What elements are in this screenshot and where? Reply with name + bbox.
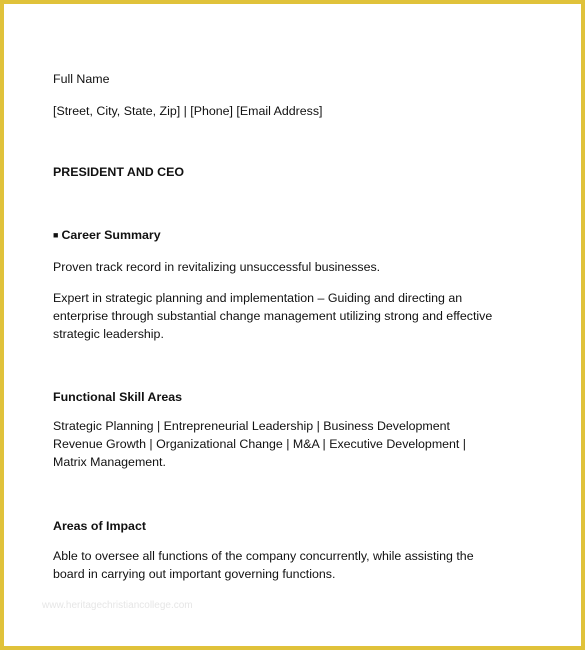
- job-title: PRESIDENT AND CEO: [53, 165, 185, 179]
- skills-heading: Functional Skill Areas: [53, 390, 182, 404]
- career-summary-heading-text: Career Summary: [61, 228, 161, 242]
- career-summary-heading: [53, 228, 161, 242]
- career-summary-paragraph-2-line-1: Expert in strategic planning and implementation – Guiding and directing an: [53, 291, 463, 305]
- career-summary-paragraph-2-line-2: enterprise through substantial change management utilizing strong and effective: [53, 309, 493, 323]
- career-summary-paragraph-2-line-3: strategic leadership.: [53, 327, 164, 341]
- contact-line: [Street, City, State, Zip] | [Phone] [Email Address]: [53, 104, 323, 118]
- watermark-text: www.heritagechristiancollege.com: [42, 600, 193, 611]
- black-square-icon: ■: [53, 230, 59, 240]
- impact-heading: Areas of Impact: [53, 519, 146, 533]
- skills-line-3: Matrix Management.: [53, 455, 166, 469]
- full-name: Full Name: [53, 72, 110, 86]
- career-summary-paragraph-1: Proven track record in revitalizing unsuccessful businesses.: [53, 260, 381, 274]
- impact-line-1: Able to oversee all functions of the company concurrently, while assisting the: [53, 549, 474, 563]
- skills-line-1: Strategic Planning | Entrepreneurial Leadership | Business Development: [53, 419, 450, 433]
- impact-line-2: board in carrying out important governing functions.: [53, 567, 336, 581]
- skills-line-2: Revenue Growth | Organizational Change | M&A | Executive Development |: [53, 437, 467, 451]
